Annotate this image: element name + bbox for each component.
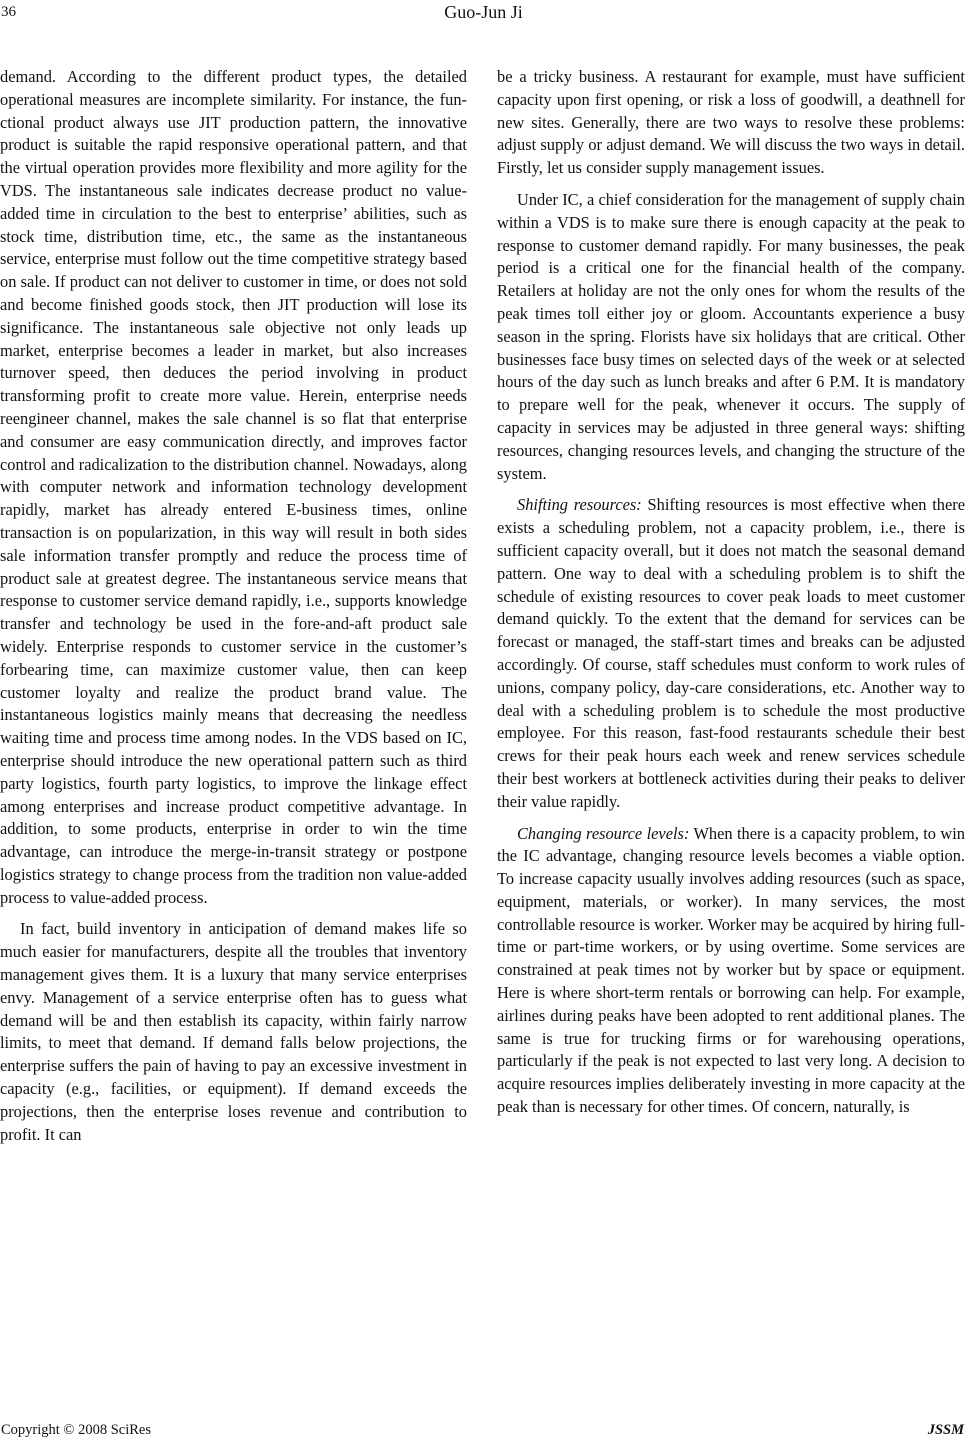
paragraph: be a tricky business. A restaurant for example, must have sufficient capacity upon first opening, or risk a loss of goodwill, a deathnell for new sites. Generally, there are two ways to resolve these problems: adjust supply or adjust demand. We will discuss the two ways in detail. Firstly, let us consider supply management issues. xyxy=(497,67,965,178)
paragraph: demand. According to the different product types, the detailed operational measures are incomplete similarity. For instance, the fun-ctional product always use JIT production pattern, the innovative product is suitable the rapid responsive operational pattern, and that the virtual operation provides more flexibility and more agility for the VDS. The instantaneous sale indicates decrease product no value-added time in circulation to the best to enterprise’ abilities, such as stock time, distribution time, etc., the same as the instantaneous service, enterprise must follow out the time competitive strategy based on sale. If product can not deliver to customer in time, or does not sold and become finished goods stock, then JIT production will lose its significance. The instantaneous sale objective not only leads up market, enterprise becomes a leader in market, but also increases turnover speed, then deduces the period involving in product transforming profit to create more value. Herein, enterprise needs reengineer channel, makes the sale channel is so flat that enterprise and consumer are easy communication directly, and improves factor control and radicalization to the distribution channel. Nowadays, along with computer network and information technology development rapidly, market has already entered E-business times, online transaction is on popularization, in this way will result in both sides sale information transfer promptly and reduce the process time of product sale at greatest degree. The instantaneous service means that response to customer service demand rapidly, i.e., supports knowledge transfer and technology be used in the fore-and-aft product sale widely. Enterprise responds to customer service in the customer’s forbearing time, can maximize customer value, then can keep customer loyalty and realize the product brand value. The instantaneous logistics mainly means that decreasing the needless waiting time and process time among nodes. In the VDS based on IC, enterprise should introduce the new operational pattern such as third party logistics, fourth party logistics, to improve the linkage effect among enterprises and increase product competitive advantage. In addition, to some products, enterprise in order to win the time advantage, can introduce the merge-in-transit strategy or postpone logistics strategy to change process from the tradition non value-added process to value-added process. xyxy=(0,67,467,907)
paragraph-body: When there is a capacity problem, to win the IC advantage, changing resource levels becomes a viable option. To increase capacity usually involves adding resources (such as space, equipment, materials, or worker). In many services, the most controllable resource is worker. Worker may be acquired by hiring full-time or part-time workers, or by using overtime. Some services are constrained at peak times not by worker but by space or equipment. Here is where short-term rentals or borrowing can help. For example, airlines during peaks have been adopted to rent additional planes. The same is true for trucking firms or for warehousing operations, particularly if the peak is not expected to last very long. A decision to acquire resources implies deliberately investing in more capacity at the peak than is necessary for other times. Of concern, naturally, is xyxy=(497,823,965,1117)
paragraph: In fact, build inventory in anticipation of demand makes life so much easier for manufacturers, despite all the troubles that inventory management gives them. It is a luxury that many service enterprises envy. Management of a service enterprise often has to guess what demand will be and then establish its capacity, within fairly narrow limits, to meet that demand. If demand falls below projections, the enterprise suffers the pain of having to pay an excessive investment in capacity (e.g., facilities, or equipment). If demand exceeds the projections, then the enterprise loses revenue and contribution to profit. It can xyxy=(0,919,467,1144)
copyright-notice: Copyright © 2008 SciRes xyxy=(1,1422,151,1438)
page-number: 36 xyxy=(1,4,16,20)
paragraph-body: Shifting resources is most effective when there exists a scheduling problem, not a capacity problem, i.e., there is sufficient capacity overall, but it does not match the seasonal demand pattern. One way to deal with a scheduling problem is to shift the schedule of existing resources to cover peak loads to meet customer demand quickly. To the extent that the demand for services can be forecast or managed, the staff-start times and breaks can be adjusted accordingly. Of course, staff schedules must conform to work rules of unions, company policy, day-care considerations, etc. Another way to deal with a scheduling problem is to schedule the most productive employee. For this reason, fast-food restaurants schedule their best crews for their peak hours each week and renew services schedule their best workers at bottleneck activities during their peaks to deliver their value rapidly. xyxy=(497,495,965,811)
paragraph: Under IC, a chief consideration for the management of supply chain within a VDS is to make sure there is enough capacity at the peak to response to customer demand rapidly. For many businesses, the peak period is a critical one for the financial health of the company. Retailers at holiday are not the only ones for whom the results of the peak times toll either joy or gloom. Accountants experience a busy season in the spring. Florists have six holidays that are critical. Other businesses face busy times on selected days of the week or at selected hours of the day such as lunch breaks and after 6 P.M. It is mandatory to prepare well for the peak, whenever it occurs. The supply of capacity in services may be adjusted in three general ways: shifting resources, changing resources levels, and changing the structure of the system. xyxy=(497,189,965,483)
running-head-author: Guo-Jun Ji xyxy=(444,2,523,22)
journal-abbreviation: JSSM xyxy=(927,1422,964,1438)
left-column xyxy=(0,66,467,1146)
run-in-heading: Shifting resources: xyxy=(517,495,642,515)
paragraph xyxy=(497,494,965,813)
right-column xyxy=(497,66,965,1119)
run-in-heading: Changing resource levels: xyxy=(517,823,690,843)
paragraph xyxy=(497,823,965,1119)
